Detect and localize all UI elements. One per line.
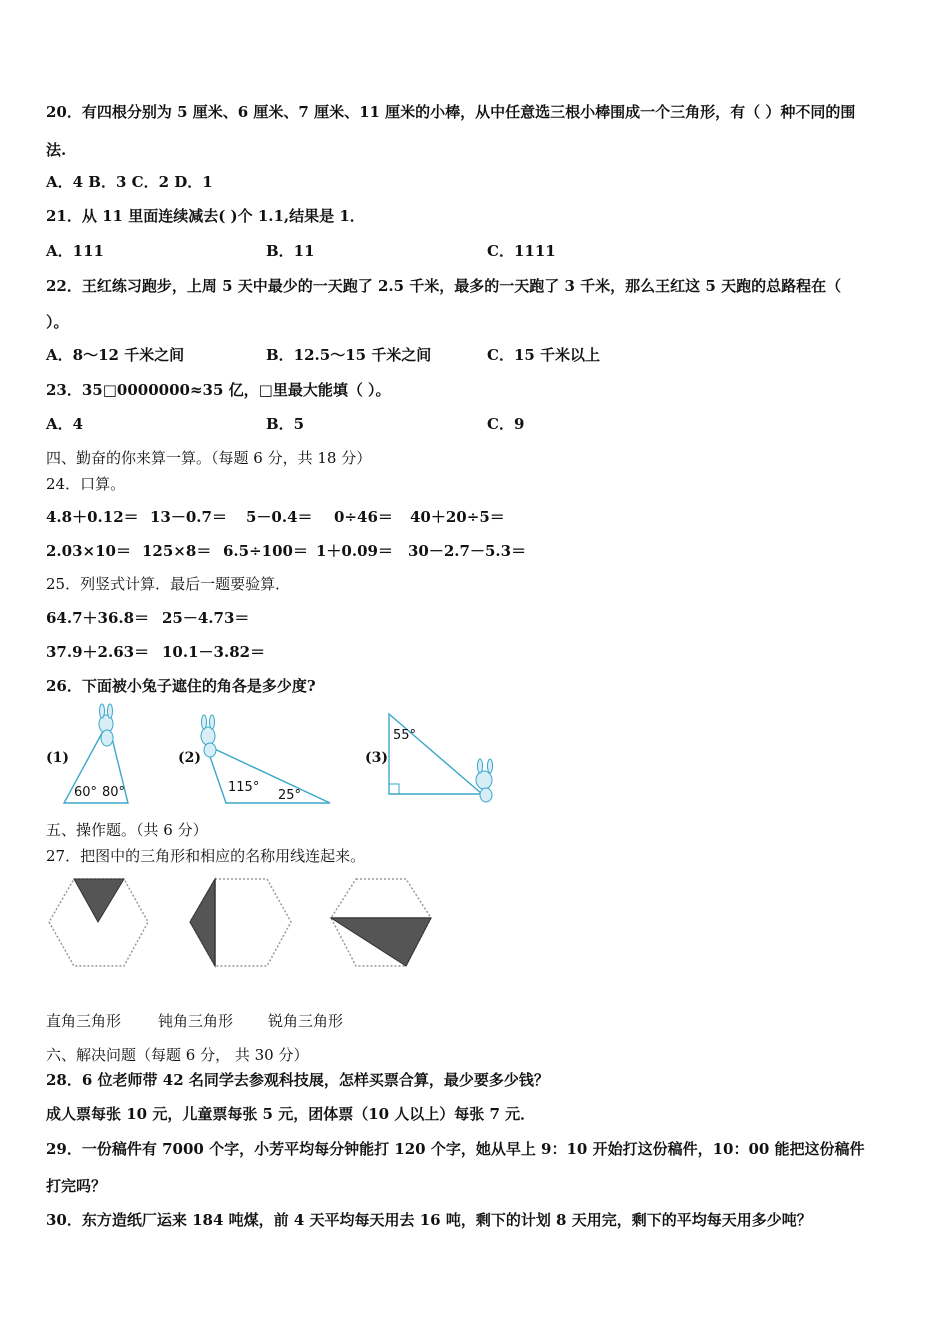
q28-line2: 成人票每张 10 元，儿童票每张 5 元，团体票（10 人以上）每张 7 元． <box>46 1105 536 1123</box>
q25-r1-c2: 25－4.73＝ <box>162 609 250 627</box>
q23-option-b: B．5 <box>266 415 305 433</box>
fig2-angle-a: 115° <box>228 780 260 795</box>
q24-r1-c4: 0÷46＝ <box>334 508 393 526</box>
q25-r2-c1: 37.9＋2.63＝ <box>46 643 150 661</box>
fig3-label: (3) <box>365 750 388 766</box>
fig2-angle-b: 25° <box>278 788 302 803</box>
q21-option-b: B．11 <box>266 242 315 260</box>
q23-text: 23．35□0000000≈35 亿，□里最大能填（ ）。 <box>46 381 391 399</box>
q24-text: 24．口算。 <box>46 475 126 493</box>
q24-r1-c5: 40＋20÷5＝ <box>410 508 505 526</box>
q23-option-a: A．4 <box>46 415 84 433</box>
q24-r2-c3: 6.5÷100＝ <box>223 542 308 560</box>
q24-r1-c1: 4.8＋0.12＝ <box>46 508 139 526</box>
hexagon-2 <box>190 879 291 966</box>
q29-line2: 打完吗？ <box>46 1177 107 1195</box>
fig2-label: (2) <box>178 750 201 766</box>
name-right-triangle: 直角三角形 <box>46 1012 122 1030</box>
fig1-angle-a: 60° <box>74 785 98 800</box>
q22-option-a: A．8～12 千米之间 <box>46 346 185 364</box>
hexagon-3 <box>331 879 431 966</box>
hexagon-1 <box>49 879 148 966</box>
q27-text: 27．把图中的三角形和相应的名称用线连起来。 <box>46 847 366 865</box>
fig1-label: (1) <box>46 750 69 766</box>
q26-text: 26．下面被小兔子遮住的角各是多少度? <box>46 677 316 695</box>
q24-r1-c2: 13－0.7＝ <box>150 508 227 526</box>
fig3-angle-a: 55° <box>393 728 417 743</box>
q21-option-c: C．1111 <box>487 242 556 260</box>
q21-text: 21．从 11 里面连续减去( )个 1.1,结果是 1． <box>46 207 365 225</box>
q20-line2: 法. <box>46 141 67 159</box>
q24-r2-c1: 2.03×10＝ <box>46 542 131 560</box>
section6-heading: 六、解决问题（每题 6 分， 共 30 分） <box>46 1046 309 1064</box>
q24-r2-c5: 30－2.7－5.3＝ <box>408 542 527 560</box>
q25-r1-c1: 64.7＋36.8＝ <box>46 609 150 627</box>
q25-r2-c2: 10.1－3.82＝ <box>162 643 266 661</box>
q21-option-a: A．111 <box>46 242 104 260</box>
section5-heading: 五、操作题。（共 6 分） <box>46 821 208 839</box>
fig1-angle-b: 80° <box>102 785 126 800</box>
q30-text: 30．东方造纸厂运来 184 吨煤，前 4 天平均每天用去 16 吨，剩下的计划 8 天用完，剩下的平均每天用多少吨？ <box>46 1211 812 1229</box>
q29-line1: 29．一份稿件有 7000 个字，小芳平均每分钟能打 120 个字，她从早上 9：10 开始打这份稿件，10：00 能把这份稿件 <box>46 1140 865 1158</box>
q24-r2-c4: 1＋0.09＝ <box>316 542 393 560</box>
q20-line1: 20．有四根分别为 5 厘米、6 厘米、7 厘米、11 厘米的小棒，从中任意选三根小棒围成一个三角形，有（ ）种不同的围 <box>46 103 856 121</box>
q24-r2-c2: 125×8＝ <box>142 542 212 560</box>
q24-r1-c3: 5－0.4＝ <box>246 508 313 526</box>
name-obtuse-triangle: 钝角三角形 <box>158 1012 234 1030</box>
q22-option-b: B．12.5～15 千米之间 <box>266 346 432 364</box>
q22-option-c: C．15 千米以上 <box>487 346 601 364</box>
q25-text: 25．列竖式计算．最后一题要验算． <box>46 575 291 593</box>
q22-line1: 22．王红练习跑步，上周 5 天中最少的一天跑了 2.5 千米，最多的一天跑了 3 千米，那么王红这 5 天跑的总路程在（ <box>46 277 842 295</box>
q20-options: A．4 B．3 C．2 D．1 <box>46 173 213 191</box>
name-acute-triangle: 锐角三角形 <box>268 1012 344 1030</box>
q23-option-c: C．9 <box>487 415 525 433</box>
q22-line2: ）。 <box>46 313 69 331</box>
section4-heading: 四、勤奋的你来算一算。（每题 6 分，共 18 分） <box>46 449 372 467</box>
q28-line1: 28．6 位老师带 42 名同学去参观科技展，怎样买票合算，最少要多少钱？ <box>46 1071 549 1089</box>
